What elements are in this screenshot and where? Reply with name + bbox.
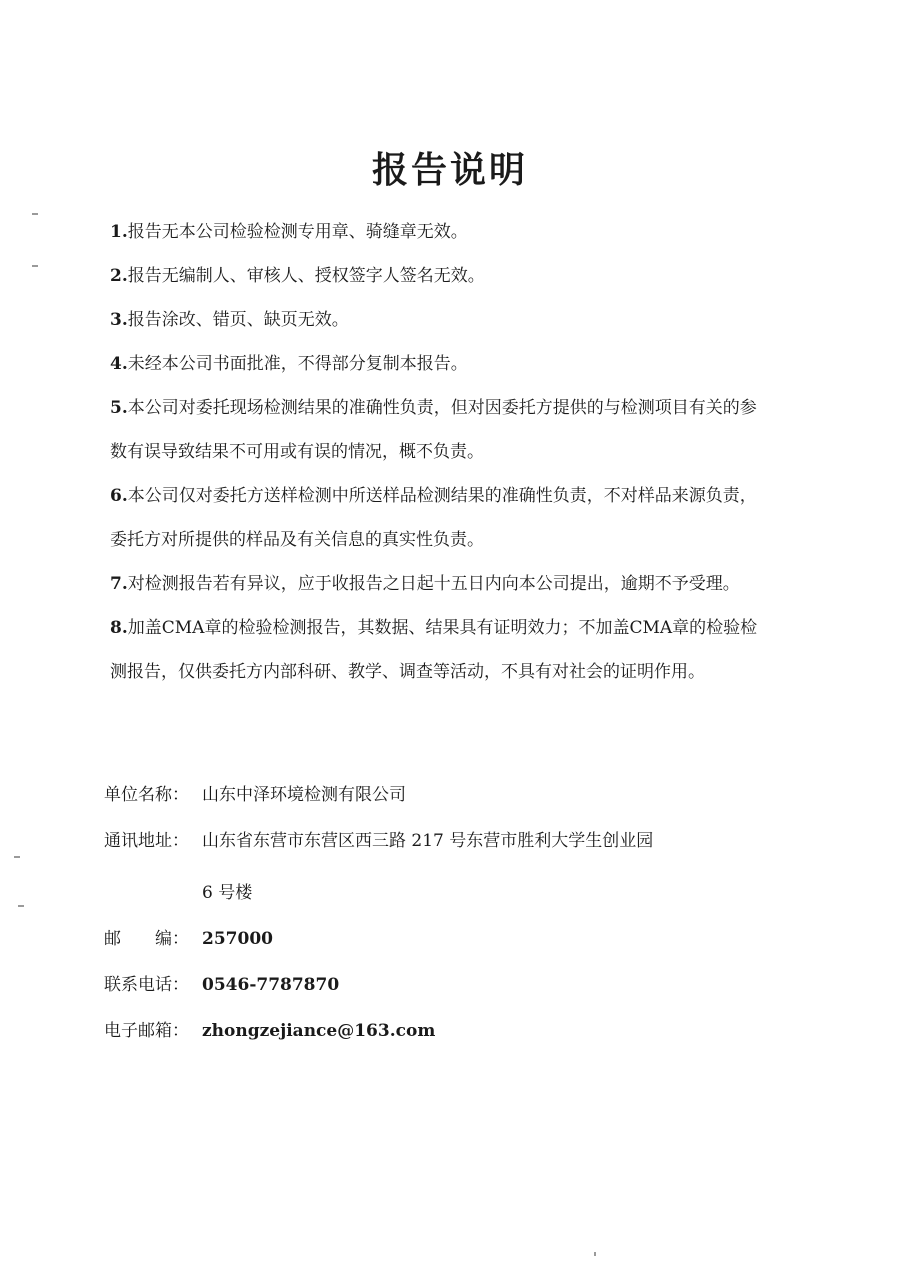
clause-number: 8. xyxy=(110,618,128,638)
address-line-2: 6 号楼 xyxy=(202,883,253,903)
scan-mark xyxy=(32,265,38,267)
clause-7 xyxy=(110,562,800,606)
clause-text: 报告无本公司检验检测专用章、骑缝章无效。 xyxy=(127,222,468,242)
clause-number: 1. xyxy=(110,222,128,242)
clause-number: 6. xyxy=(110,486,128,506)
clause-text: 数有误导致结果不可用或有误的情况，概不负责。 xyxy=(110,442,484,462)
email-value: zhongzejiance@163.com xyxy=(202,1021,436,1041)
address-line-1: 山东省东营市东营区西三路 217 号东营市胜利大学生创业园 xyxy=(202,831,654,851)
clause-8-continuation xyxy=(110,650,800,694)
phone-label: 联系电话： xyxy=(104,975,189,995)
clause-2 xyxy=(110,254,800,298)
clause-3 xyxy=(110,298,800,342)
company-label: 单位名称： xyxy=(104,785,189,805)
scan-mark xyxy=(594,1252,596,1256)
clause-list xyxy=(110,210,800,694)
clause-4 xyxy=(110,342,800,386)
clause-8 xyxy=(110,606,800,650)
clause-number: 7. xyxy=(110,574,128,594)
clause-number: 2. xyxy=(110,266,128,286)
contact-info xyxy=(104,772,804,1054)
clause-text: 本公司对委托现场检测结果的准确性负责，但对因委托方提供的与检测项目有关的参 xyxy=(127,398,757,418)
clause-6 xyxy=(110,474,800,518)
email-label: 电子邮箱： xyxy=(104,1021,189,1041)
scan-mark xyxy=(18,905,24,907)
clause-text: 未经本公司书面批准，不得部分复制本报告。 xyxy=(127,354,468,374)
clause-text: 委托方对所提供的样品及有关信息的真实性负责。 xyxy=(110,530,484,550)
phone-row xyxy=(104,962,804,1008)
address-label: 通讯地址： xyxy=(104,831,189,851)
page-title: 报告说明 xyxy=(371,149,528,191)
clause-1 xyxy=(110,210,800,254)
address-continuation-row xyxy=(104,870,804,916)
postcode-row xyxy=(104,916,804,962)
clause-number: 5. xyxy=(110,398,128,418)
postcode-value: 257000 xyxy=(202,929,273,949)
clause-text: 加盖CMA章的检验检测报告，其数据、结果具有证明效力；不加盖CMA章的检验检 xyxy=(127,618,758,638)
postcode-label: 邮 编： xyxy=(104,929,189,949)
clause-text: 本公司仅对委托方送样检测中所送样品检测结果的准确性负责，不对样品来源负责， xyxy=(127,486,757,506)
clause-number: 3. xyxy=(110,310,128,330)
clause-text: 对检测报告若有异议，应于收报告之日起十五日内向本公司提出，逾期不予受理。 xyxy=(127,574,740,594)
clause-5 xyxy=(110,386,800,430)
company-name: 山东中泽环境检测有限公司 xyxy=(202,785,406,805)
address-row xyxy=(104,818,804,864)
clause-6-continuation xyxy=(110,518,800,562)
clause-text: 报告涂改、错页、缺页无效。 xyxy=(127,310,349,330)
clause-number: 4. xyxy=(110,354,128,374)
email-row xyxy=(104,1008,804,1054)
clause-text: 报告无编制人、审核人、授权签字人签名无效。 xyxy=(127,266,485,286)
scan-mark xyxy=(14,856,20,858)
phone-value: 0546-7787870 xyxy=(202,975,340,995)
clause-text: 测报告，仅供委托方内部科研、教学、调查等活动，不具有对社会的证明作用。 xyxy=(110,662,705,682)
company-row xyxy=(104,772,804,818)
clause-5-continuation xyxy=(110,430,800,474)
scan-mark xyxy=(32,213,38,215)
